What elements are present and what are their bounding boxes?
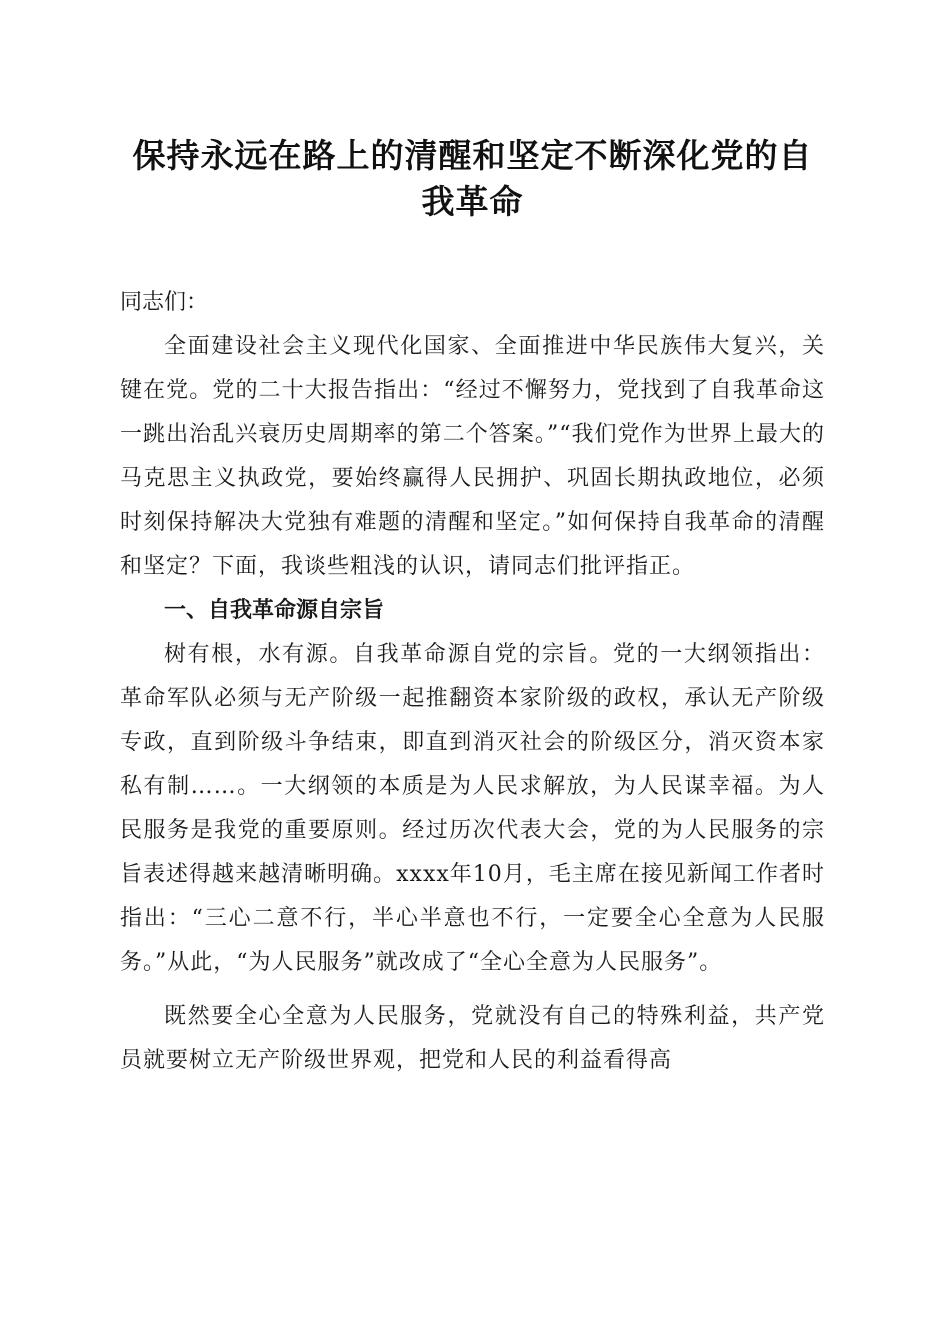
section1-paragraph-2: 既然要全心全意为人民服务，党就没有自己的特殊利益，共产党员就要树立无产阶级世界观，把党和人民的利益看得高	[120, 1004, 825, 1073]
section1-paragraph-1: 树有根，水有源。自我革命源自党的宗旨。党的一大纲领指出：革命军队必须与无产阶级一起推翻资本家阶级的政权，承认无产阶级专政，直到阶级斗争结束，即直到消灭社会的阶级区分，消灭资本家私有制……。一大纲领的本质是为人民求解放，为人民谋幸福。为人民服务是我党的重要原则。经过历次代表大会，党的为人民服务的宗旨表述得越来越清晰明确。xxxx年10月，毛主席在接见新闻工作者时指出：“三心二意不行，半心半意也不行，一定要全心全意为人民服务。”从此，“为人民服务”就改成了“全心全意为人民服务”。	[120, 642, 825, 975]
section-heading-1: 一、自我革命源自宗旨	[164, 598, 385, 623]
document-page	[120, 0, 825, 1344]
document-body	[120, 281, 825, 1083]
intro-paragraph: 全面建设社会主义现代化国家、全面推进中华民族伟大复兴，关键在党。党的二十大报告指出：“经过不懈努力，党找到了自我革命这一跳出治乱兴衰历史周期率的第二个答案。”“我们党作为世界上最大的马克思主义执政党，要始终赢得人民拥护、巩固长期执政地位，必须时刻保持解决大党独有难题的清醒和坚定。”如何保持自我革命的清醒和坚定？下面，我谈些粗浅的认识，请同志们批评指正。	[120, 334, 825, 579]
salutation: 同志们：	[120, 290, 209, 315]
document-title: 保持永远在路上的清醒和坚定不断深化党的自我革命	[132, 136, 813, 221]
